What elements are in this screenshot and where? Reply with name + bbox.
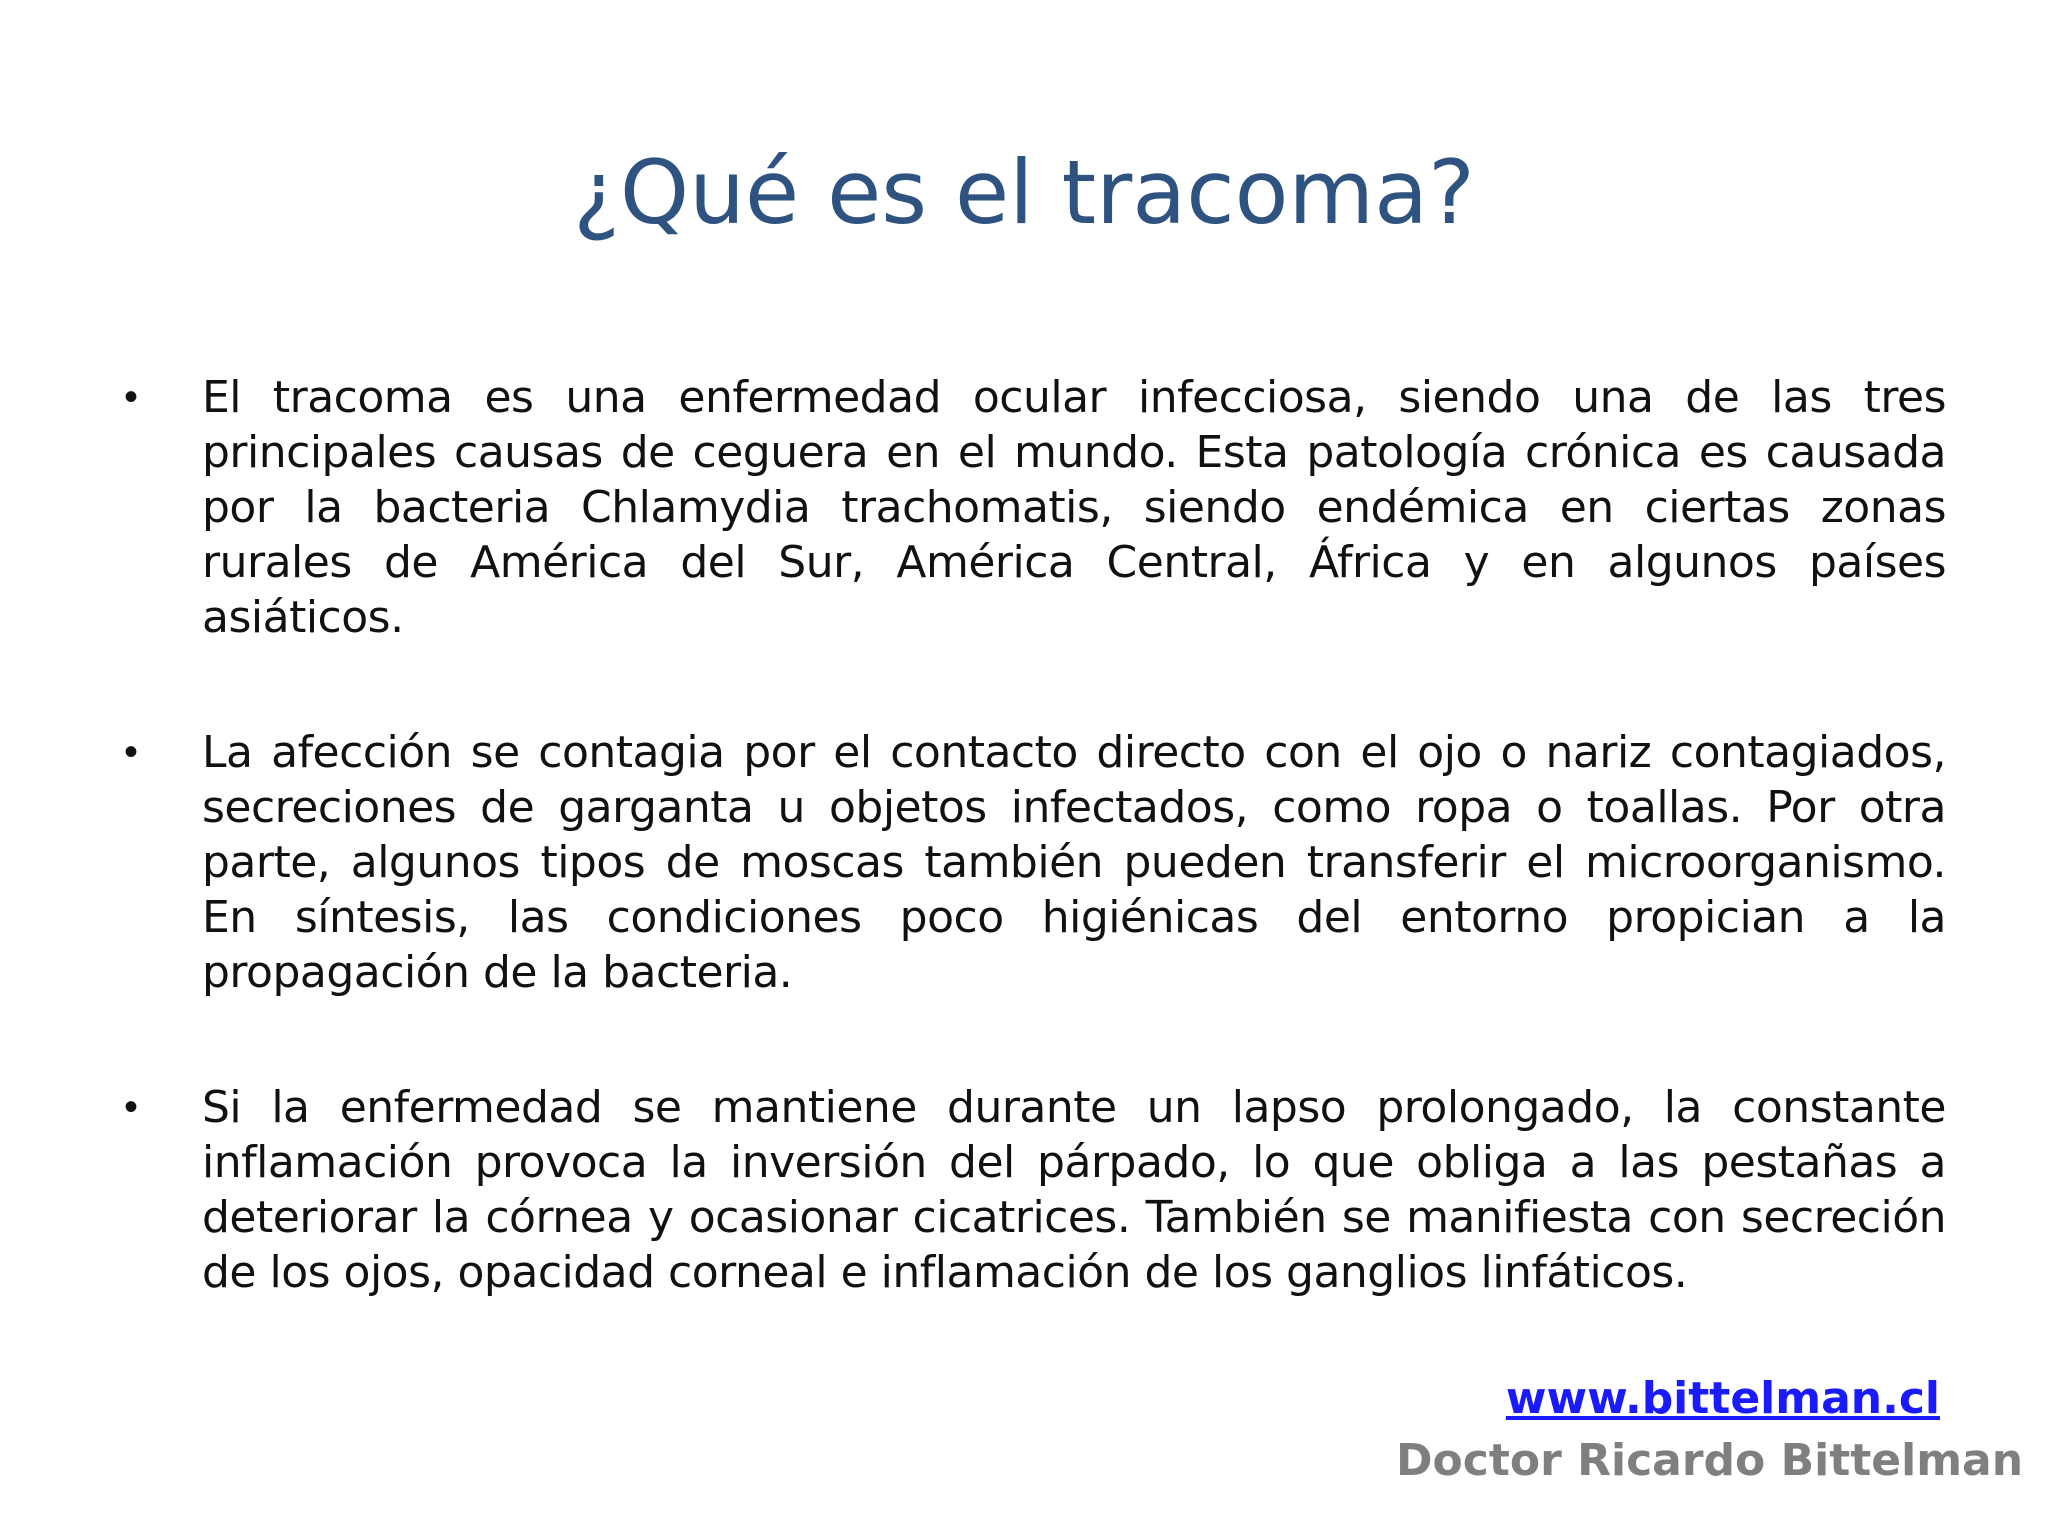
bullet-marker: • <box>124 375 139 419</box>
bullet-item-definition <box>120 370 1946 645</box>
bullet-item-symptoms <box>120 1080 1946 1300</box>
bullet-list <box>120 370 1946 1300</box>
bullet-item-contagion <box>120 725 1946 1000</box>
author-name: Doctor Ricardo Bittelman <box>1396 1435 2024 1486</box>
bullet-text: El tracoma es una enfermedad ocular infecciosa, siendo una de las tres principales causas de ceguera en el mundo. Esta patología crónica es causada por la bacteria Chlamydia trachomatis, siendo endémica en ciertas zonas rurales de América del Sur, América Central, África y en algunos países asiáticos. <box>202 372 1946 643</box>
website-link[interactable]: www.bittelman.cl <box>1505 1373 1940 1424</box>
bullet-text: Si la enfermedad se mantiene durante un lapso prolongado, la constante inflamación provoca la inversión del párpado, lo que obliga a las pestañas a deteriorar la córnea y ocasionar cicatrices. También se manifiesta con secreción de los ojos, opacidad corneal e inflamación de los ganglios linfáticos. <box>202 1082 1946 1298</box>
bullet-marker: • <box>124 1085 139 1129</box>
footer <box>1396 1370 2024 1492</box>
bullet-text: La afección se contagia por el contacto directo con el ojo o nariz contagiados, secreciones de garganta u objetos infectados, como ropa o toallas. Por otra parte, algunos tipos de moscas también pueden transferir el microorganismo. En síntesis, las condiciones poco higiénicas del entorno propician a la propagación de la bacteria. <box>202 727 1946 998</box>
bullet-marker: • <box>124 730 139 774</box>
slide-title: ¿Qué es el tracoma? <box>573 141 1475 244</box>
